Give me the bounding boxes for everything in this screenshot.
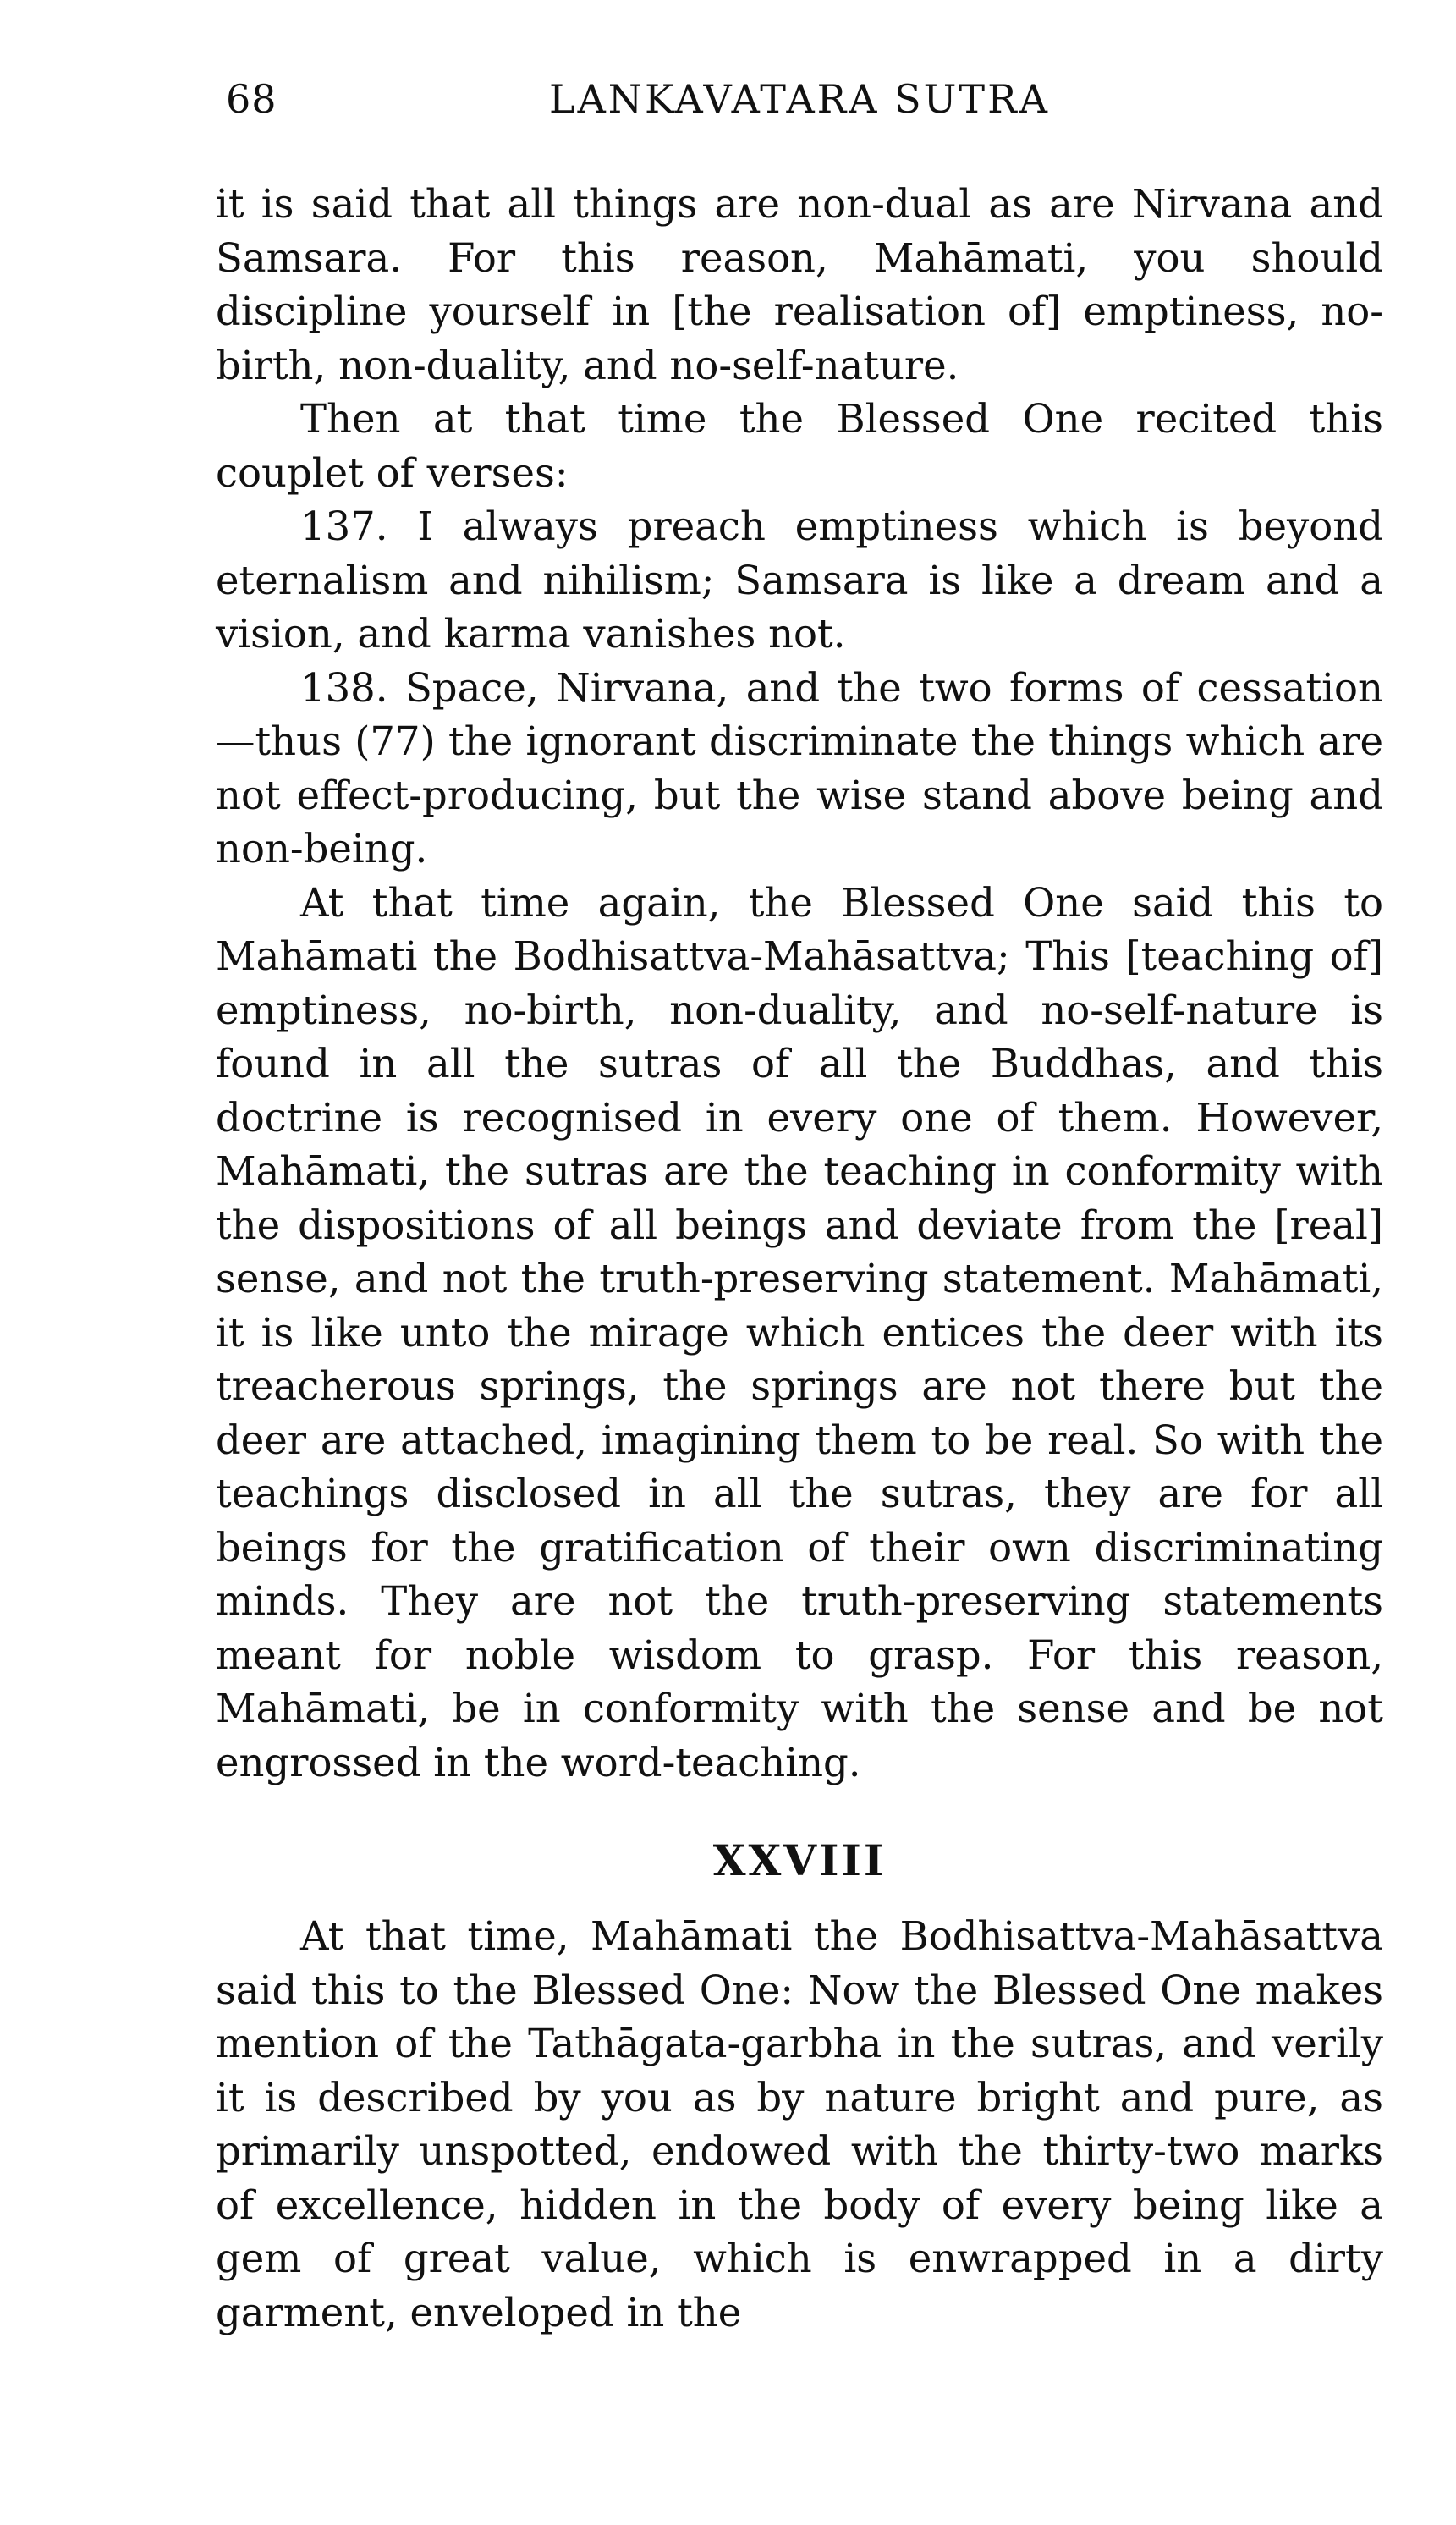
page-number: 68 xyxy=(226,76,277,122)
paragraph-continuation: it is said that all things are non-dual as are Nirvana and Samsara. For this reason, Mahāmati, you should discipline yourself in [the realisation of] emptiness, no-birth, non-duality, and no-self-nature. xyxy=(216,181,1383,388)
running-title: LANKAVATARA SUTRA xyxy=(549,76,1050,122)
paragraph-couplet-intro: Then at that time the Blessed One recited this couplet of verses: xyxy=(216,396,1383,496)
verse-138: 138. Space, Nirvana, and the two forms of cessation—thus (77) the ignorant discriminate the things which are not effect-producing, but the wise stand above being and non-being. xyxy=(216,664,1383,872)
paragraph-sutras-teaching: At that time again, the Blessed One said this to Mahāmati the Bodhisattva-Mahāsattva; This [teaching of] emptiness, no-birth, non-duality, and no-self-nature is found in all the sutras of all the Buddhas, and this doctrine is recognised in every one of them. However, Mahāmati, the sutras are the teaching in conformity with the dispositions of all beings and deviate from the [real] sense, and not the truth-preserving statement. Mahāmati, it is like unto the mirage which entices the deer with its treacherous springs, the springs are not there but the deer are attached, imagining them to be real. So with the teachings disclosed in all the sutras, they are for all beings for the gratification of their own discriminating minds. They are not the truth-preserving statements meant for noble wisdom to grasp. For this reason, Mahāmati, be in conformity with the sense and be not engrossed in the word-teaching. xyxy=(216,879,1383,1785)
body-text xyxy=(216,178,1383,2340)
paragraph-tathagata-garbha: At that time, Mahāmati the Bodhisattva-Mahāsattva said this to the Blessed One: Now the Blessed One makes mention of the Tathāgata-garbha in the sutras, and verily it is described by you as by nature bright and pure, as primarily unspotted, endowed with the thirty-two marks of excellence, hidden in the body of every being like a gem of great value, which is enwrapped in a dirty garment, enveloped in the xyxy=(216,1913,1383,2335)
verse-137: 137. I always preach emptiness which is beyond eternalism and nihilism; Samsara is like a dream and a vision, and karma vanishes not. xyxy=(216,503,1383,657)
page-header xyxy=(216,76,1383,135)
section-heading: XXVIII xyxy=(712,1835,887,1885)
